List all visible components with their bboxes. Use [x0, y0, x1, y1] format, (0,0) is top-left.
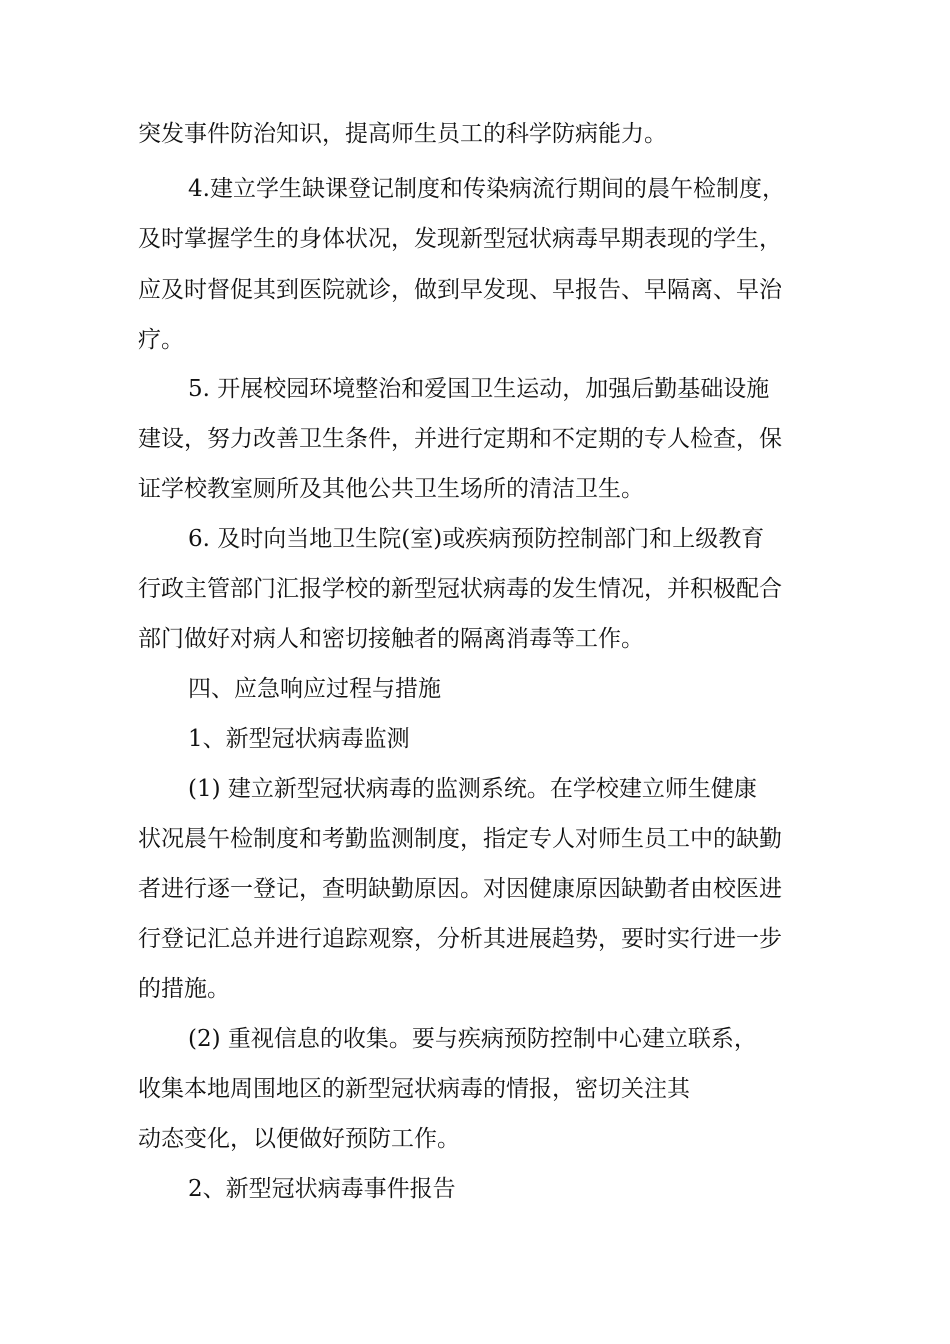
subsection-heading: 2、新型冠状病毒事件报告 [188, 1176, 456, 1202]
paragraph-line: 行政主管部门汇报学校的新型冠状病毒的发生情况，并积极配合 [138, 576, 782, 602]
paragraph-line: 收集本地周围地区的新型冠状病毒的情报，密切关注其 [138, 1076, 690, 1102]
paragraph-line: 建设，努力改善卫生条件，并进行定期和不定期的专人检查，保 [138, 426, 782, 452]
paragraph-line: 突发事件防治知识，提高师生员工的科学防病能力。 [138, 121, 667, 147]
paragraph-line: 状况晨午检制度和考勤监测制度，指定专人对师生员工中的缺勤 [138, 826, 782, 852]
paragraph-line: 6. 及时向当地卫生院(室)或疾病预防控制部门和上级教育 [188, 526, 765, 552]
paragraph-line: 行登记汇总并进行追踪观察，分析其进展趋势，要时实行进一步 [138, 926, 782, 952]
paragraph-line: 者进行逐一登记，查明缺勤原因。对因健康原因缺勤者由校医进 [138, 876, 782, 902]
paragraph-line: 疗。 [138, 327, 184, 353]
paragraph-line: 5. 开展校园环境整治和爱国卫生运动，加强后勤基础设施 [188, 376, 770, 402]
paragraph-line: 应及时督促其到医院就诊，做到早发现、早报告、早隔离、早治 [138, 277, 782, 303]
subsection-heading: 1、新型冠状病毒监测 [188, 726, 410, 752]
paragraph-line: (1) 建立新型冠状病毒的监测系统。在学校建立师生健康 [188, 776, 757, 802]
paragraph-line: 证学校教室厕所及其他公共卫生场所的清洁卫生。 [138, 476, 644, 502]
section-heading: 四、应急响应过程与措施 [188, 676, 441, 702]
paragraph-line: 动态变化，以便做好预防工作。 [138, 1126, 460, 1152]
paragraph-line: 的措施。 [138, 976, 230, 1002]
paragraph-line: 及时掌握学生的身体状况，发现新型冠状病毒早期表现的学生， [138, 226, 782, 252]
paragraph-line: 部门做好对病人和密切接触者的隔离消毒等工作。 [138, 626, 644, 652]
paragraph-line: 4.建立学生缺课登记制度和传染病流行期间的晨午检制度， [188, 176, 785, 202]
paragraph-line: (2) 重视信息的收集。要与疾病预防控制中心建立联系， [188, 1026, 757, 1052]
